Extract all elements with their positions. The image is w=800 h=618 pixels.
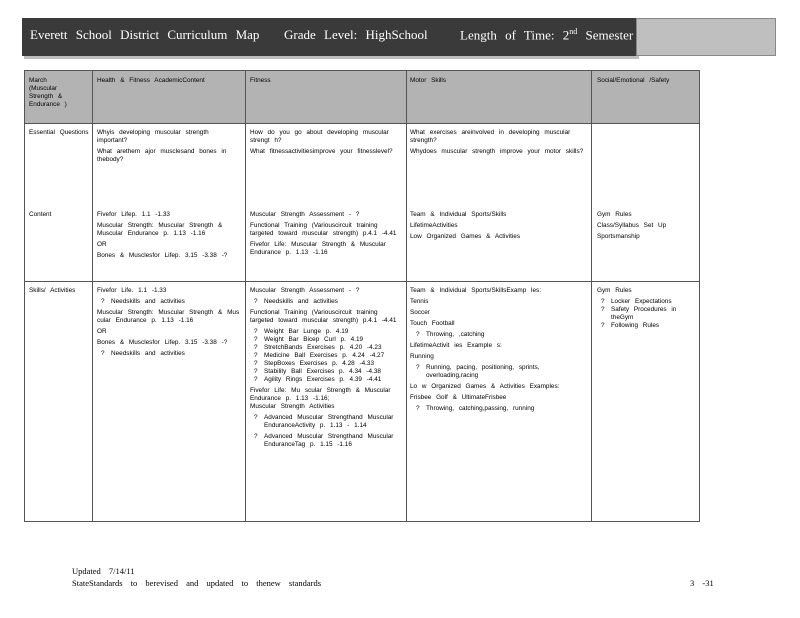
- footer-updated: Updated 7/14/11: [72, 566, 135, 576]
- header-social: Social/Emotional /Safety: [597, 77, 670, 84]
- col-divider: [591, 71, 592, 521]
- footer-page-number: 3 -31: [690, 578, 714, 588]
- row-label-essential: Essential Questions: [29, 129, 89, 136]
- grade-level: Grade Level: HighSchool: [284, 27, 428, 42]
- title-banner: [22, 18, 637, 56]
- essential-motor: What exercises areinvolved in developing muscular strength? Whydoes muscular strength improve your motor skills?: [410, 129, 584, 155]
- header-health: Health & Fitness AcademicContent: [97, 77, 205, 84]
- col-divider: [92, 71, 93, 521]
- row-divider: [25, 123, 699, 124]
- content-motor: Team & Individual Sports/Skills LifetimeActivities Low Organized Games & Activities: [410, 211, 521, 240]
- col-divider: [406, 71, 407, 521]
- length-of-time: Length of Time: 2nd Semester: [460, 27, 634, 43]
- header-month: March (Muscular Strength & Endurance ): [29, 77, 67, 108]
- banner-side-box: [636, 18, 776, 56]
- header-fitness: Fitness: [250, 77, 271, 84]
- row-divider: [25, 281, 699, 282]
- essential-health: Whyis developing muscular strength important? What arethem ajor musclesand bones in thebody?: [97, 129, 227, 163]
- col-divider: [245, 71, 246, 521]
- skills-health: Fivefor Life. 1.1 -1.33 ? Needskills and activities Muscular Strength: Muscular Strength & Mus cular Endurance p. 1.13 -1.16 OR Bones & Musclesfor Lifep. 3.15 -3.38 -? ? Needskills and activities: [97, 287, 242, 361]
- curriculum-table: [24, 70, 700, 522]
- essential-fitness: How do you go about developing muscular strengt h? What fitnessactivitiesimprove your fitnesslevel?: [250, 129, 393, 155]
- header-motor: Motor Skills: [410, 77, 447, 84]
- content-fitness: Muscular Strength Assessment - ? Functional Training (Variouscircuit training targeted toward muscular strength) p.4.1 -4.41 Fivefor Life: Muscular Strength & Muscular Endurance p. 1.13 -1.16: [250, 211, 397, 256]
- content-social: Gym Rules Class/Syllabus Set Up Sportsmanship: [597, 211, 667, 240]
- skills-motor: Team & Individual Sports/SkillsExamp les: Tennis Soccer Touch Football ? Throwing, ,catching LifetimeActivit ies Example s: Running ? Running, pacing, positioning, sprints, overloading,racing Lo w Organized Games & Activities Examples: Frisbee Golf & UltimateFrisbee ? Throwing, catching,passing, running: [410, 287, 585, 416]
- content-health: Fivefor Lifep. 1.1 -1.33 Muscular Strength: Muscular Strength & Muscular Endurance p. 1.13 -1.16 OR Bones & Musclesfor Lifep. 3.15 -3.38 -?: [97, 211, 228, 259]
- row-label-content: Content: [29, 211, 52, 218]
- row-label-skills: Skills/ Activities: [29, 287, 76, 294]
- district-title: Everett School District Curriculum Map: [30, 27, 260, 42]
- skills-social: Gym Rules ? Locker Expectations ? Safety Procedures in theGym ? Following Rules: [597, 287, 697, 330]
- skills-fitness: Muscular Strength Assessment - ? ? Needskills and activities Functional Training (Variouscircuit training targeted toward muscular strength) p.4.1 -4.41 ? Weight Bar Lunge p. 4.19 ? Weight Bar Bicep Curl p. 4.19 ? StretchBands Exercises p. 4.20 -4.23 ? Medicine Ball Exercises p. 4.24 -4.27 ? StepBoxes Exercises p. 4.28 -4.33 ? Stability Ball Exercises p. 4.34 -4.38 ? Agility Rings Exercises p. 4.39 -4.41 Fivefor Life: Mu scular Strength & Muscular Endurance p. 1.13 -1.16; Muscular Strength Activities ? Advanced Muscular Strengthand Muscular EnduranceActivity p. 1.13 - 1.14 ? Advanced Muscular Strengthand Muscular EnduranceTag p. 1.15 -1.16: [250, 287, 400, 452]
- footer-standards-note: StateStandards to berevised and updated to thenew standards: [72, 578, 322, 588]
